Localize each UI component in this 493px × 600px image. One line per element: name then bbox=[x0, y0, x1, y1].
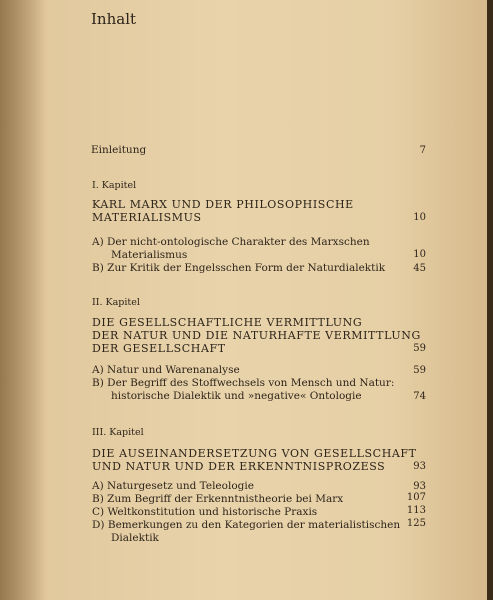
chapter-2-section-b-page: 74 bbox=[413, 391, 426, 402]
intro-page: 7 bbox=[419, 145, 426, 156]
chapter-2-section-b-line-1: B) Der Begriff des Stoffwechsels von Mensch und Natur: bbox=[92, 377, 395, 389]
chapter-3-section-a-line-1: A) Naturgesetz und Teleologie bbox=[92, 480, 254, 492]
intro-label: Einleitung bbox=[91, 144, 147, 156]
chapter-1-section-b-line-1: B) Zur Kritik der Engelsschen Form der Naturdialektik bbox=[92, 262, 386, 274]
chapter-2-kicker: II. Kapitel bbox=[92, 297, 140, 308]
chapter-1-section-a-line-1: A) Der nicht-ontologische Charakter des Marxschen bbox=[92, 236, 370, 248]
chapter-3-section-b-page: 107 bbox=[406, 492, 426, 503]
chapter-2-section-a-line-1: A) Natur und Warenanalyse bbox=[92, 364, 240, 376]
chapter-3-heading-line-2: UND NATUR UND DER ERKENNTNISPROZESS bbox=[92, 460, 386, 473]
chapter-1-heading-line-1: KARL MARX UND DER PHILOSOPHISCHE bbox=[92, 198, 354, 211]
chapter-3-section-c-line-1: C) Weltkonstitution und historische Praxis bbox=[92, 506, 318, 518]
chapter-3-section-a-page: 93 bbox=[413, 481, 426, 492]
chapter-2-section-a-page: 59 bbox=[413, 365, 426, 376]
chapter-2-section-b-line-2: historische Dialektik und »negative« Ontologie bbox=[111, 390, 362, 402]
chapter-3-heading-line-1: DIE AUSEINANDERSETZUNG VON GESELLSCHAFT bbox=[92, 447, 417, 460]
chapter-3-section-d-line-2: Dialektik bbox=[111, 532, 159, 544]
chapter-2-heading-line-2: DER NATUR UND DIE NATURHAFTE VERMITTLUNG bbox=[92, 329, 421, 342]
chapter-2-heading-line-1: DIE GESELLSCHAFTLICHE VERMITTLUNG bbox=[92, 316, 363, 329]
chapter-1-section-a-page: 10 bbox=[413, 249, 426, 260]
page-title: Inhalt bbox=[91, 10, 137, 28]
chapter-3-section-d-line-1: D) Bemerkungen zu den Kategorien der materialistischen bbox=[92, 519, 401, 531]
chapter-2-heading-line-3: DER GESELLSCHAFT bbox=[92, 342, 226, 355]
chapter-3-section-b-line-1: B) Zum Begriff der Erkenntnistheorie bei Marx bbox=[92, 493, 344, 505]
chapter-1-kicker: I. Kapitel bbox=[92, 180, 137, 191]
chapter-3-section-d-page: 125 bbox=[406, 518, 426, 529]
chapter-3-section-c-page: 113 bbox=[406, 505, 426, 516]
chapter-2-page: 59 bbox=[413, 343, 426, 354]
page-edge bbox=[487, 0, 493, 600]
chapter-3-page: 93 bbox=[413, 461, 426, 472]
chapter-1-section-a-line-2: Materialismus bbox=[111, 249, 188, 261]
chapter-3-kicker: III. Kapitel bbox=[92, 427, 144, 438]
gutter-shadow bbox=[0, 0, 46, 600]
chapter-1-heading-line-2: MATERIALISMUS bbox=[92, 211, 202, 224]
chapter-1-section-b-page: 45 bbox=[413, 263, 426, 274]
chapter-1-page: 10 bbox=[413, 212, 426, 223]
